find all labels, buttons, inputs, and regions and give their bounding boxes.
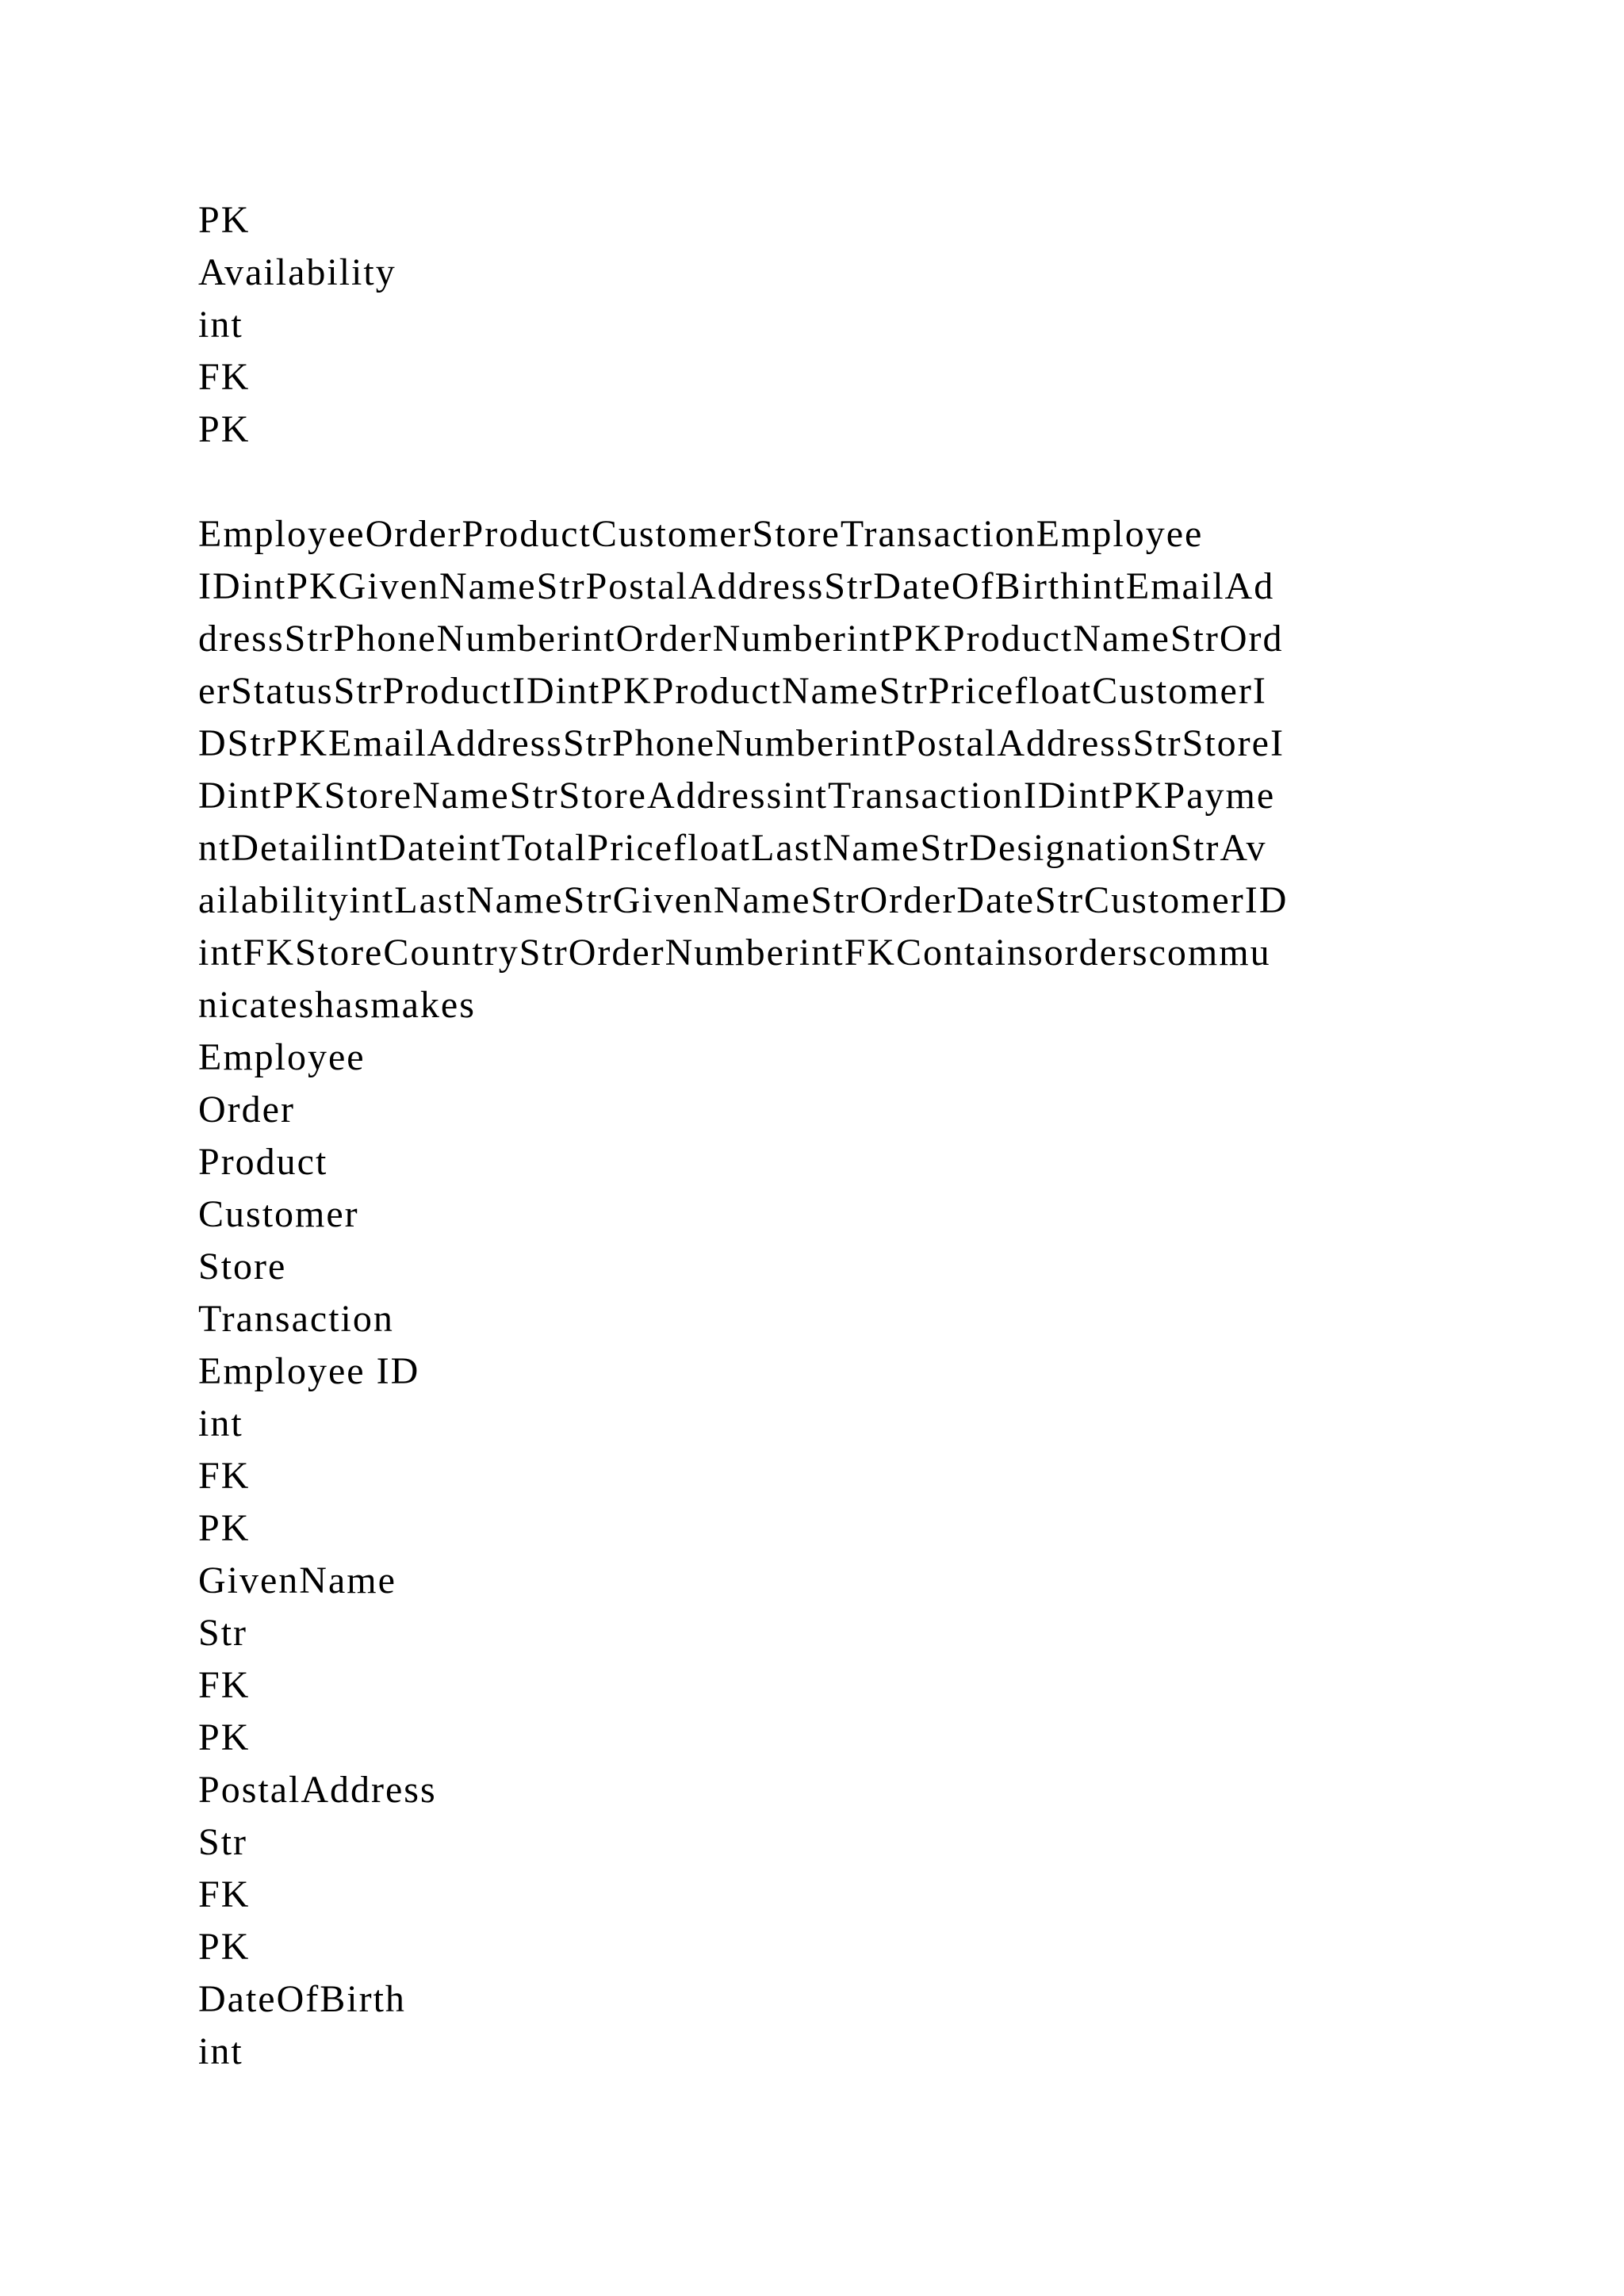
text-line: FK — [198, 356, 251, 398]
text-line: GivenName — [198, 1559, 396, 1601]
paragraph-line: nicateshasmakes — [198, 984, 476, 1026]
document-text — [198, 194, 1467, 2078]
text-line: DateOfBirth — [198, 1978, 406, 2020]
paragraph-line: ailabilityintLastNameStrGivenNameStrOrderDateStrCustomerID — [198, 879, 1289, 921]
text-line: Availability — [198, 251, 396, 293]
text-line: Employee — [198, 1036, 366, 1078]
text-line: Store — [198, 1246, 287, 1288]
text-line: PK — [198, 1716, 251, 1758]
paragraph-line: ntDetailintDateintTotalPricefloatLastNameStrDesignationStrAv — [198, 827, 1267, 869]
text-line: Employee ID — [198, 1350, 420, 1392]
text-line: int — [198, 1402, 243, 1445]
blank-line — [198, 456, 1467, 508]
text-line: int — [198, 2030, 243, 2072]
text-line: FK — [198, 1664, 251, 1706]
paragraph-line: intFKStoreCountryStrOrderNumberintFKContainsorderscommu — [198, 932, 1271, 974]
paragraph-line: dressStrPhoneNumberintOrderNumberintPKProductNameStrOrd — [198, 618, 1284, 660]
text-line: FK — [198, 1455, 251, 1497]
paragraph-line: DStrPKEmailAddressStrPhoneNumberintPostalAddressStrStoreI — [198, 722, 1285, 764]
text-line: Str — [198, 1612, 248, 1654]
text-line: Transaction — [198, 1298, 394, 1340]
paragraph-line: erStatusStrProductIDintPKProductNameStrPricefloatCustomerI — [198, 670, 1267, 712]
text-line: PK — [198, 1926, 251, 1968]
paragraph-line: EmployeeOrderProductCustomerStoreTransactionEmployee — [198, 513, 1204, 555]
text-line: PK — [198, 1507, 251, 1549]
text-line: PK — [198, 408, 251, 450]
paragraph-line: DintPKStoreNameStrStoreAddressintTransactionIDintPKPayme — [198, 775, 1276, 817]
text-line: PostalAddress — [198, 1769, 437, 1811]
text-line: PK — [198, 199, 251, 241]
text-line: Str — [198, 1821, 248, 1863]
text-line: Order — [198, 1089, 295, 1131]
text-line: int — [198, 304, 243, 346]
text-line: Product — [198, 1141, 328, 1183]
paragraph-line: IDintPKGivenNameStrPostalAddressStrDateOfBirthintEmailAd — [198, 565, 1275, 607]
text-line: FK — [198, 1873, 251, 1915]
text-line: Customer — [198, 1193, 359, 1235]
